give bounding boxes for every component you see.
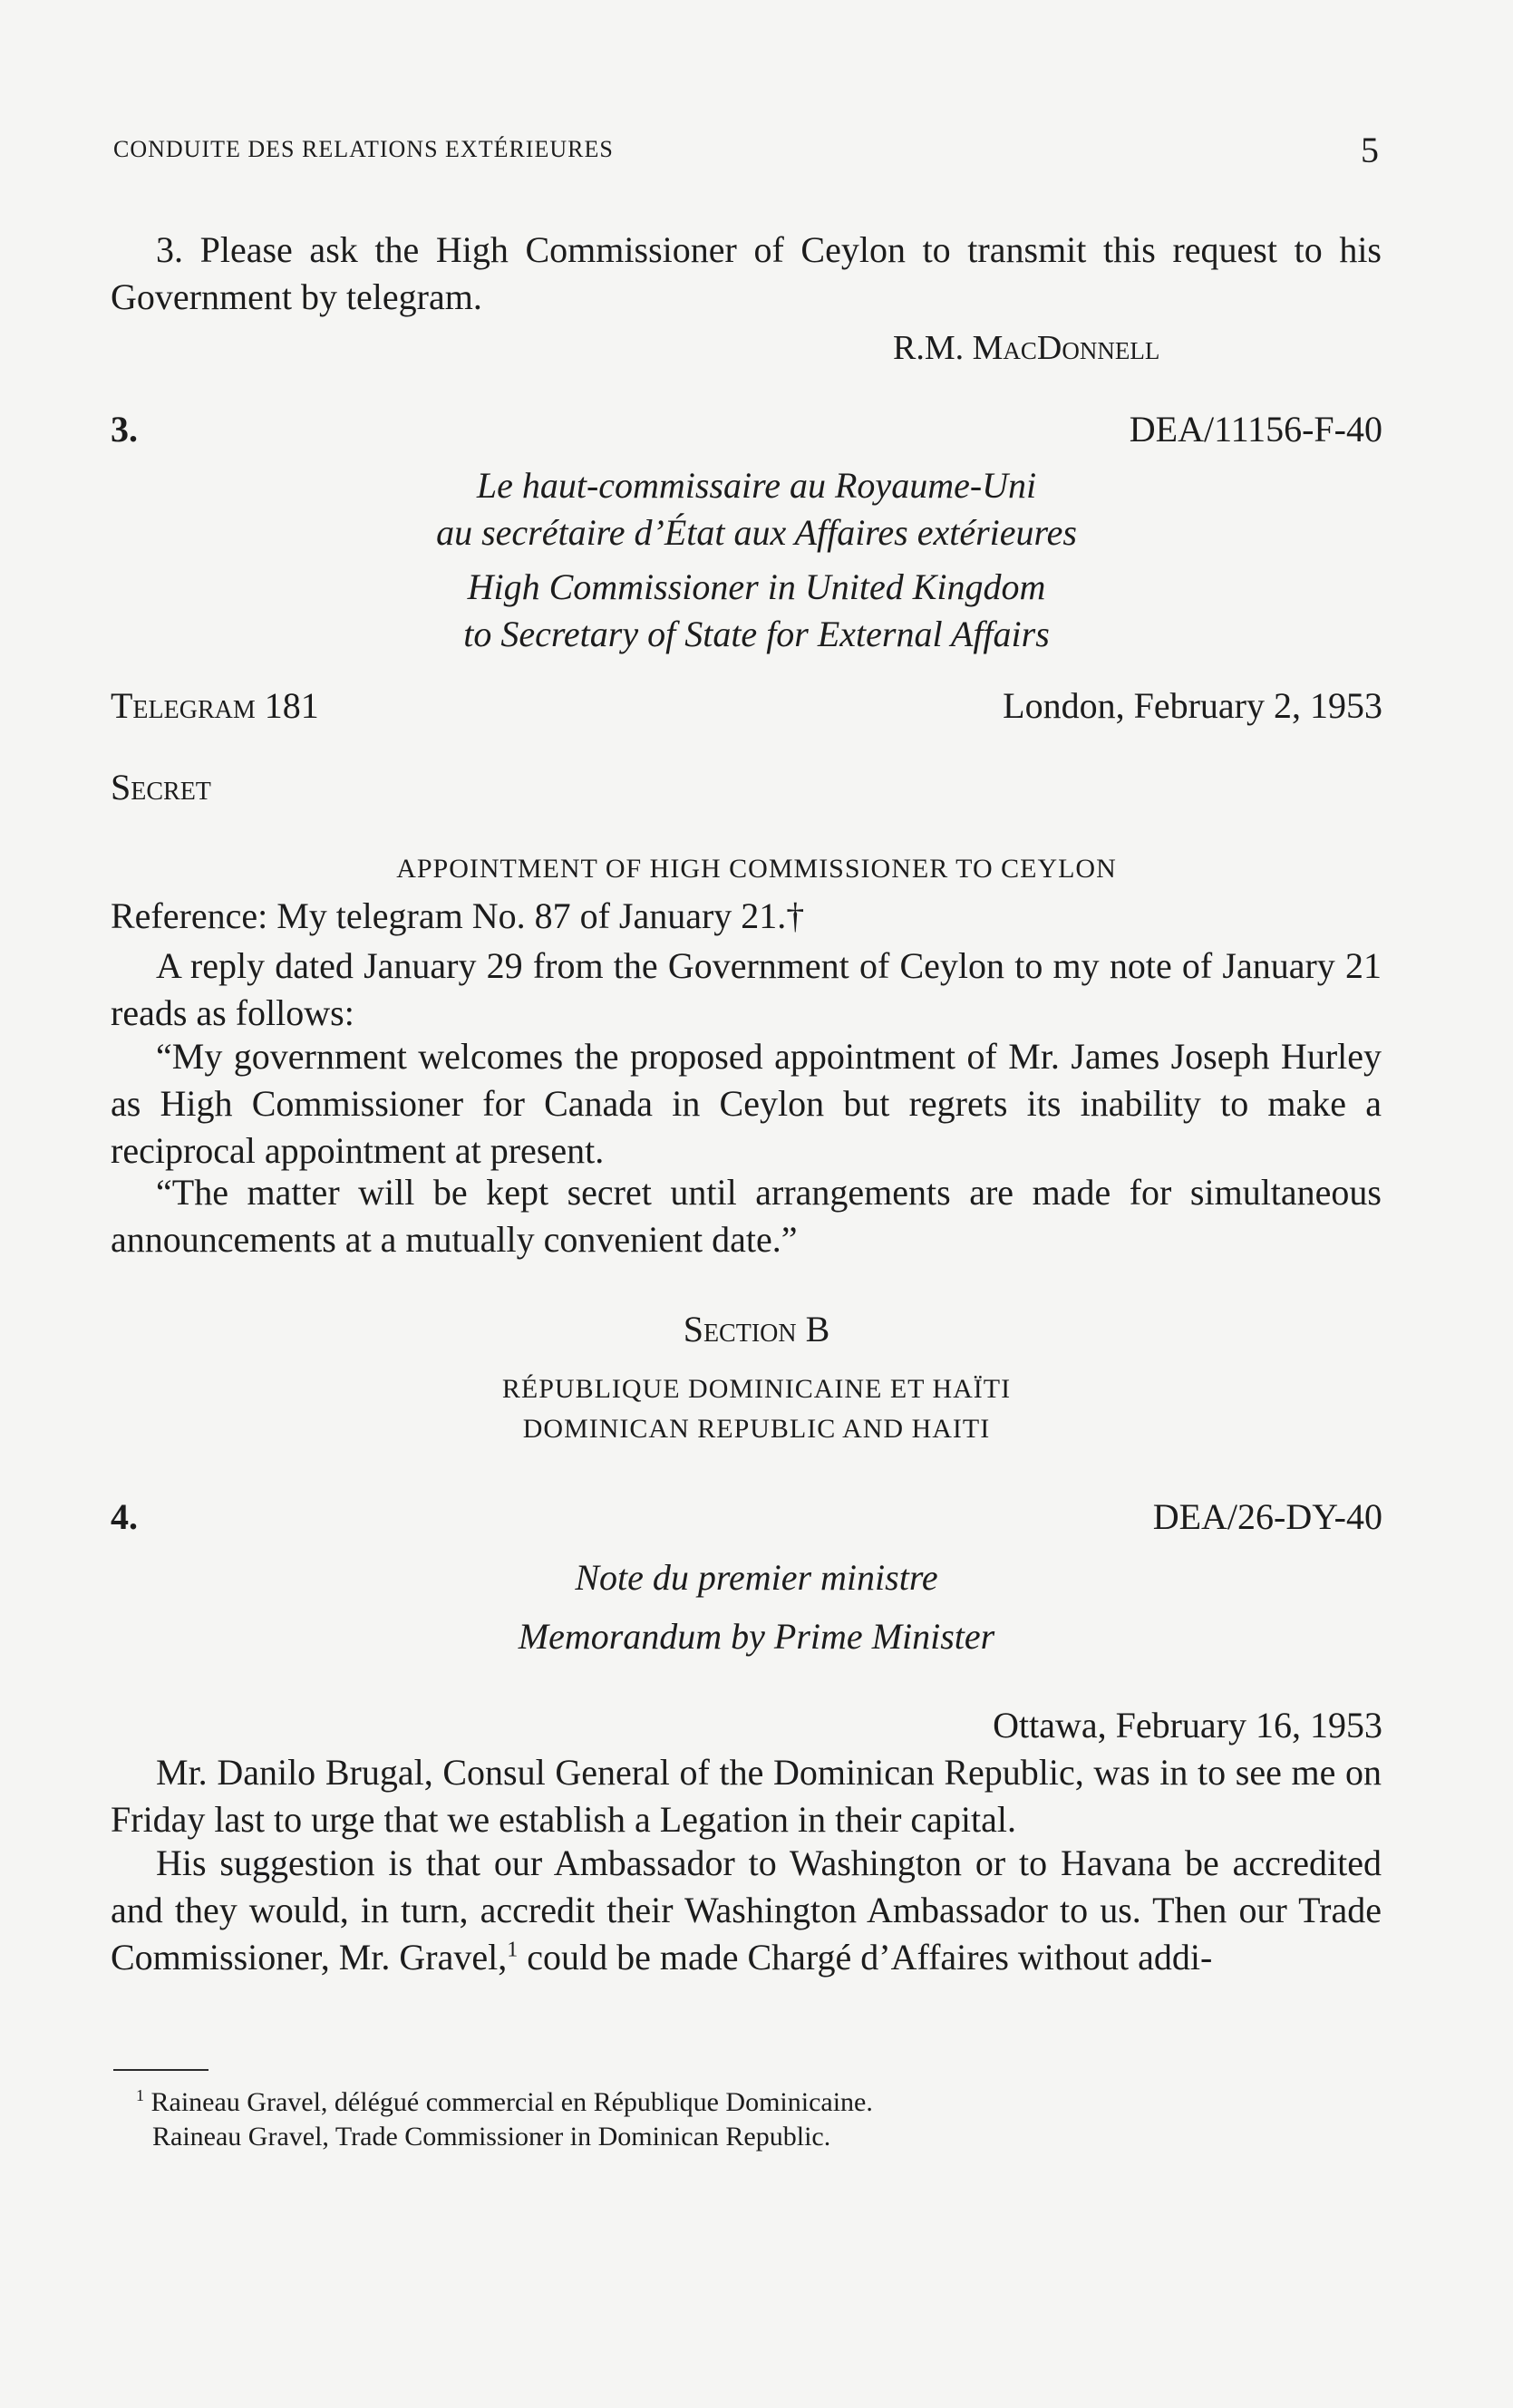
footnote-en: Raineau Gravel, Trade Commissioner in Dominican Republic. xyxy=(152,2122,831,2152)
section-subtitle-fr: RÉPUBLIQUE DOMINICAINE ET HAÏTI xyxy=(501,1374,1012,1404)
document-number: 4. xyxy=(111,1496,138,1537)
file-reference: DEA/11156-F-40 xyxy=(1129,409,1382,450)
section-title: Section B xyxy=(683,1309,830,1349)
document-number: 3. xyxy=(111,409,138,450)
body-paragraph: A reply dated January 29 from the Government of Ceylon to my note of January 21 reads as follows: xyxy=(111,945,1382,1033)
classification: Secret xyxy=(111,767,211,808)
file-reference: DEA/26-DY-40 xyxy=(1152,1496,1382,1537)
title-fr-line: Le haut-commissaire au Royaume-Uni xyxy=(476,465,1037,506)
document-title-fr xyxy=(0,462,1513,556)
body-paragraph xyxy=(111,1840,1382,1981)
subject-heading: APPOINTMENT OF HIGH COMMISSIONER TO CEYLON xyxy=(396,854,1117,884)
running-title: CONDUITE DES RELATIONS EXTÉRIEURES xyxy=(113,136,614,162)
title-en-line: High Commissioner in United Kingdom xyxy=(467,566,1046,607)
document-title-fr: Note du premier ministre xyxy=(575,1557,938,1598)
quoted-paragraph: “My government welcomes the proposed appointment of Mr. James Joseph Hurley as High Commissioner for Canada in Ceylon but regrets its inability to make a reciprocal appointment at present. xyxy=(111,1036,1382,1171)
title-fr-line: au secrétaire d’État aux Affaires extérieures xyxy=(436,512,1077,553)
place-date: Ottawa, February 16, 1953 xyxy=(993,1705,1382,1746)
body-paragraph: Mr. Danilo Brugal, Consul General of the Dominican Republic, was in to see me on Friday last to urge that we establish a Legation in their capital. xyxy=(111,1752,1382,1840)
place-date: London, February 2, 1953 xyxy=(1003,685,1382,726)
paragraph-text: His suggestion is that our Ambassador to Washington or to Havana be accredited and they would, in turn, accredit their Washington Ambassador to us. Then our Trade Commissioner, Mr. Gravel, xyxy=(111,1842,1382,1978)
footnote-text: Raineau Gravel, délégué commercial en République Dominicaine. xyxy=(150,2087,873,2117)
document-title-en: Memorandum by Prime Minister xyxy=(518,1616,995,1657)
doc2-closing-paragraph: 3. Please ask the High Commissioner of Ceylon to transmit this request to his Government by telegram. xyxy=(111,229,1382,317)
section-subtitle-en: DOMINICAN REPUBLIC AND HAITI xyxy=(522,1414,991,1444)
page-number: 5 xyxy=(1361,130,1379,170)
signature: R.M. MacDonnell xyxy=(893,329,1160,367)
quoted-paragraph: “The matter will be kept secret until arrangements are made for simultaneous announcements at a mutually convenient date.” xyxy=(111,1172,1382,1260)
footnote-marker: 1 xyxy=(507,1938,519,1962)
document-title-en xyxy=(0,564,1513,658)
reference-line: Reference: My telegram No. 87 of January 21.† xyxy=(111,895,805,936)
footnote-number: 1 xyxy=(136,2086,144,2104)
title-en-line: to Secretary of State for External Affairs xyxy=(463,614,1050,654)
footnote-fr xyxy=(136,2086,873,2119)
paragraph-text: could be made Chargé d’Affaires without addi- xyxy=(518,1937,1213,1978)
footnote-divider xyxy=(113,2069,209,2071)
telegram-number: Telegram 181 xyxy=(111,685,319,726)
